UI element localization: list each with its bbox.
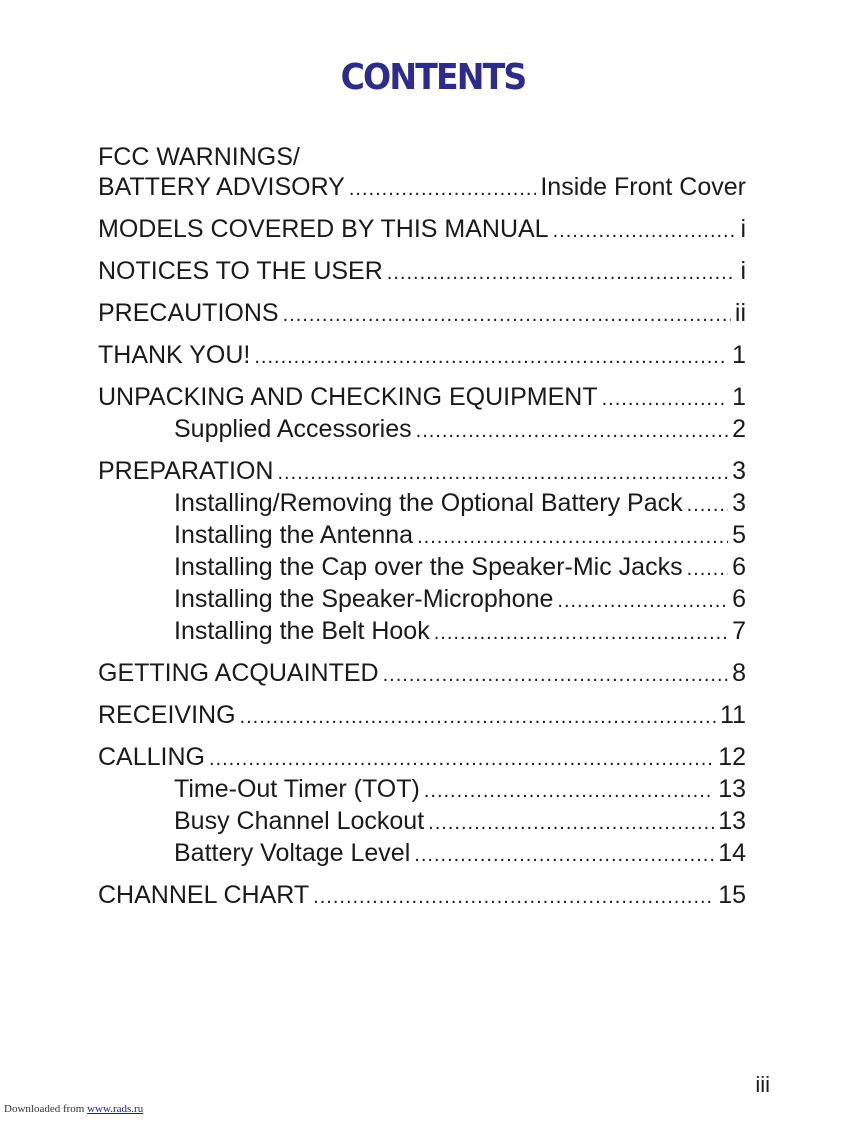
dot-leader bbox=[349, 174, 537, 204]
dot-leader bbox=[416, 416, 728, 446]
toc-entry-notices[interactable] bbox=[98, 256, 746, 288]
toc-entry-page: 6 bbox=[732, 553, 746, 581]
dot-leader bbox=[278, 458, 729, 488]
dot-leader bbox=[254, 342, 728, 372]
toc-entry-page: 1 bbox=[732, 341, 746, 369]
toc-entry-label: RECEIVING bbox=[98, 701, 236, 729]
toc-entry-label: Supplied Accessories bbox=[174, 415, 412, 443]
dot-leader bbox=[602, 384, 728, 414]
toc-entry-label: PRECAUTIONS bbox=[98, 299, 279, 327]
toc-entry-page: 15 bbox=[718, 881, 746, 909]
toc-entry-page: 2 bbox=[732, 415, 746, 443]
toc-entry-battery-pack[interactable] bbox=[98, 488, 746, 520]
toc-entry-precautions[interactable] bbox=[98, 298, 746, 330]
footer-prefix: Downloaded from bbox=[4, 1103, 85, 1115]
toc-entry-page: 6 bbox=[732, 585, 746, 613]
toc-entry-battery-voltage[interactable] bbox=[98, 838, 746, 870]
toc-entry-label-line1: FCC WARNINGS/ bbox=[98, 143, 300, 171]
toc-entry-page: Inside Front Cover bbox=[540, 173, 746, 201]
toc-entry-label: PREPARATION bbox=[98, 457, 274, 485]
toc-entry-channel-chart[interactable] bbox=[98, 880, 746, 912]
dot-leader bbox=[687, 554, 729, 584]
toc-entry-label: Installing the Belt Hook bbox=[174, 617, 430, 645]
toc-entry-preparation[interactable] bbox=[98, 456, 746, 488]
page-title: CONTENTS bbox=[340, 57, 526, 98]
toc-entry-calling[interactable] bbox=[98, 742, 746, 774]
download-footer bbox=[4, 1103, 169, 1115]
dot-leader bbox=[417, 522, 728, 552]
toc-entry-page: 5 bbox=[732, 521, 746, 549]
toc-entry-label: Time-Out Timer (TOT) bbox=[174, 775, 420, 803]
toc-entry-label: UNPACKING AND CHECKING EQUIPMENT bbox=[98, 383, 598, 411]
toc-entry-label: Battery Voltage Level bbox=[174, 839, 411, 867]
toc-entry-unpacking[interactable] bbox=[98, 382, 746, 414]
toc-entry-speaker-microphone[interactable] bbox=[98, 584, 746, 616]
footer-link[interactable]: www.rads.ru bbox=[87, 1103, 144, 1115]
toc-entry-page: i bbox=[740, 257, 746, 285]
dot-leader bbox=[283, 300, 731, 330]
dot-leader bbox=[557, 586, 728, 616]
dot-leader bbox=[428, 808, 714, 838]
dot-leader bbox=[553, 216, 737, 246]
toc-entry-page: 7 bbox=[732, 617, 746, 645]
toc-entry-page: i bbox=[740, 215, 746, 243]
toc-entry-page: 12 bbox=[718, 743, 746, 771]
toc-entry-models-covered[interactable] bbox=[98, 214, 746, 246]
toc-entry-label: Installing/Removing the Optional Battery Pack bbox=[174, 489, 683, 517]
toc-entry-fcc-warnings[interactable] bbox=[98, 172, 746, 204]
toc-entry-label: MODELS COVERED BY THIS MANUAL bbox=[98, 215, 549, 243]
dot-leader bbox=[383, 660, 729, 690]
dot-leader bbox=[313, 882, 714, 912]
toc-entry-page: 8 bbox=[732, 659, 746, 687]
toc-entry-label: Busy Channel Lockout bbox=[174, 807, 425, 835]
toc-entry-label: THANK YOU! bbox=[98, 341, 251, 369]
dot-leader bbox=[434, 618, 728, 648]
toc-entry-page: 13 bbox=[718, 775, 746, 803]
toc-entry-label: GETTING ACQUAINTED bbox=[98, 659, 379, 687]
dot-leader bbox=[387, 258, 737, 288]
toc-entry-getting-acquainted[interactable] bbox=[98, 658, 746, 690]
page-number: iii bbox=[755, 1072, 770, 1097]
toc-entry-thank-you[interactable] bbox=[98, 340, 746, 372]
dot-leader bbox=[424, 776, 714, 806]
toc-entry-cap[interactable] bbox=[98, 552, 746, 584]
dot-leader bbox=[209, 744, 714, 774]
toc-entry-label: Installing the Cap over the Speaker-Mic Jacks bbox=[174, 553, 683, 581]
toc-entry-label: CHANNEL CHART bbox=[98, 881, 310, 909]
toc-entry-antenna[interactable] bbox=[98, 520, 746, 552]
dot-leader bbox=[414, 840, 714, 870]
toc-entry-page: 3 bbox=[732, 489, 746, 517]
toc-entry-busy-channel-lockout[interactable] bbox=[98, 806, 746, 838]
toc-entry-page: 14 bbox=[718, 839, 746, 867]
toc-entry-label: NOTICES TO THE USER bbox=[98, 257, 383, 285]
toc-entry-page: 3 bbox=[732, 457, 746, 485]
toc-entry-label: CALLING bbox=[98, 743, 205, 771]
dot-leader bbox=[687, 490, 729, 520]
toc-entry-belt-hook[interactable] bbox=[98, 616, 746, 648]
toc-entry-receiving[interactable] bbox=[98, 700, 746, 732]
toc-entry-supplied-accessories[interactable] bbox=[98, 414, 746, 446]
table-of-contents bbox=[98, 142, 746, 912]
toc-entry-page: ii bbox=[734, 299, 746, 327]
toc-entry-page: 11 bbox=[720, 701, 746, 729]
toc-entry-label: Installing the Speaker-Microphone bbox=[174, 585, 554, 613]
toc-entry-page: 1 bbox=[732, 383, 746, 411]
toc-entry-page: 13 bbox=[718, 807, 746, 835]
toc-entry-time-out-timer[interactable] bbox=[98, 774, 746, 806]
toc-entry-label: BATTERY ADVISORY bbox=[98, 173, 345, 201]
toc-entry-label: Installing the Antenna bbox=[174, 521, 414, 549]
dot-leader bbox=[240, 702, 717, 732]
